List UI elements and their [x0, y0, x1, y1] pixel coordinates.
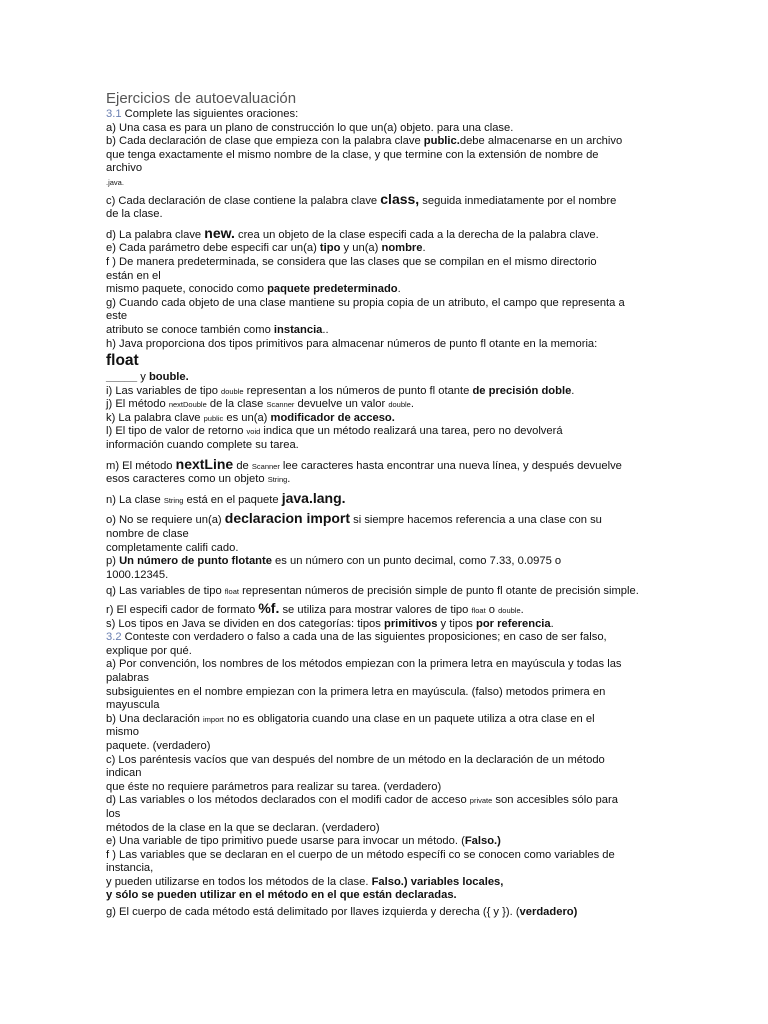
item-h-answer-1: float [106, 352, 139, 370]
section-text: Conteste con verdadero o falso a cada una de las siguientes proposiciones; en caso de ser falso, [121, 631, 607, 644]
section-3-2-line2: explique por qué. [106, 644, 192, 657]
text: q) Las variables de tipo [106, 585, 225, 598]
answer: modificador de acceso. [270, 411, 395, 424]
code: import [203, 714, 224, 724]
text: de la clase [206, 398, 267, 411]
item-m-line2 [106, 473, 666, 487]
tf-e [106, 835, 666, 849]
text: y tipos [437, 617, 477, 630]
item-o [106, 512, 666, 528]
code: nextDouble [168, 400, 207, 410]
document-page [106, 90, 666, 920]
item-c-line2: de la clase. [106, 208, 163, 221]
item-n [106, 489, 666, 508]
item-r [106, 602, 666, 618]
text: k) La palabra clave [106, 411, 204, 424]
text: e) Cada parámetro debe especifi car un(a) [106, 242, 320, 255]
code: float [224, 587, 239, 597]
answer: verdadero) [519, 906, 578, 919]
section-3-1-heading [106, 108, 666, 122]
item-c [106, 190, 666, 209]
code: float [471, 606, 486, 615]
item-o-line3: completamente califi cado. [106, 541, 239, 554]
answer: bouble. [148, 371, 189, 384]
item-a: a) Una casa es para un plano de construcción lo que un(a) objeto. para una clase. [106, 121, 514, 134]
item-s [106, 618, 666, 632]
section-number: 3.2 [106, 631, 122, 644]
text: no es obligatoria cuando una clase en un paquete utiliza a otra clase en el [223, 712, 595, 725]
text: l) El tipo de valor de retorno [106, 425, 247, 438]
tf-c-line3: que éste no requiere parámetros para realizar su tarea. (verdadero) [106, 780, 442, 793]
answer: por referencia [476, 617, 551, 630]
text: esos caracteres como un objeto [106, 473, 268, 486]
text: devuelve un valor [294, 398, 389, 411]
tf-f: f ) Las variables que se declaran en el cuerpo de un método específi co se conocen como variables de [106, 848, 615, 861]
item-d [106, 224, 666, 243]
section-text: Complete las siguientes oraciones: [124, 108, 299, 120]
item-g: g) Cuando cada objeto de una clase mantiene su propia copia de un atributo, el campo que representa a [106, 296, 625, 309]
text: d) Las variables o los métodos declarados con el modifi cador de acceso [106, 794, 470, 807]
text: crea un objeto de la clase especifi cada a la derecha de la palabra clave. [234, 228, 599, 241]
tf-f-line4: y sólo se pueden utilizar en el método en el que están declaradas. [106, 889, 457, 902]
text: . [571, 384, 575, 397]
answer: Falso.) variables locales, [371, 875, 504, 888]
answer: declaracion import [224, 510, 351, 527]
tf-b-line3: paquete. (verdadero) [106, 739, 211, 752]
item-m [106, 455, 666, 474]
item-h-line3 [106, 371, 666, 385]
blank: _____ [106, 371, 138, 384]
text: es un(a) [223, 411, 271, 424]
text: . [550, 617, 554, 630]
answer: public. [423, 135, 460, 148]
text: lee caracteres hasta encontrar una nueva línea, y después devuelve [279, 459, 622, 472]
item-p [106, 555, 666, 569]
tf-d [106, 794, 666, 808]
code: public [203, 413, 224, 423]
page-title: Ejercicios de autoevaluación [106, 90, 297, 107]
text: si siempre hacemos referencia a una clase con su [350, 514, 602, 527]
item-g-line2: este [106, 310, 128, 323]
text: seguida inmediatamente por el nombre [419, 194, 617, 207]
answer: de precisión doble [472, 384, 572, 397]
tf-c: c) Los paréntesis vacíos que van después del nombre de un método en la declaración de un método [106, 753, 605, 766]
item-f-line2: están en el [106, 269, 161, 282]
text: es un número con un punto decimal, como 7.33, 0.0975 o [271, 555, 562, 568]
answer: Un número de punto flotante [119, 555, 272, 568]
text: g) El cuerpo de cada método está delimitado por llaves izquierda y derecha ({ y }). ( [106, 906, 520, 919]
code: void [246, 427, 261, 437]
text: m) El método [106, 459, 176, 472]
text: e) Una variable de tipo primitivo puede usarse para invocar un método. ( [106, 835, 465, 848]
text: s) Los tipos en Java se dividen en dos categorías: tipos [106, 617, 384, 630]
answer: new. [204, 224, 235, 241]
text: c) Cada declaración de clase contiene la palabra clave [106, 194, 381, 207]
item-l [106, 425, 666, 439]
code: Scanner [251, 461, 280, 471]
answer: nextLine [175, 455, 234, 472]
text: son accesibles sólo para [492, 794, 618, 807]
section-number: 3.1 [106, 108, 122, 120]
code: String [163, 495, 184, 505]
item-f-line3 [106, 283, 666, 297]
text: r) El especifi cador de formato [106, 604, 259, 616]
tf-b [106, 713, 666, 727]
text: d) La palabra clave [106, 228, 205, 241]
code: double [388, 400, 411, 410]
answer: java.lang. [281, 489, 346, 506]
text: y [137, 371, 149, 384]
text: mismo paquete, conocido como [106, 283, 268, 296]
code: double [498, 606, 521, 615]
code: String [267, 475, 288, 485]
item-p-line2: 1000.12345. [106, 568, 169, 581]
text: j) El método [106, 398, 169, 411]
code: private [469, 796, 493, 806]
text: atributo se conoce también como [106, 323, 274, 336]
answer: paquete predeterminado [267, 283, 398, 296]
tf-g [106, 906, 666, 920]
text: b) Una declaración [106, 712, 204, 725]
text: n) La clase [106, 493, 164, 506]
text: representan a los números de punto fl otante [243, 384, 473, 397]
section-3-2-heading [106, 631, 666, 645]
item-k [106, 412, 666, 426]
text: i) Las variables de tipo [106, 384, 222, 397]
item-b [106, 135, 666, 149]
text: . [410, 398, 414, 411]
tf-f-line3 [106, 876, 666, 890]
text: se utiliza para mostrar valores de tipo [279, 604, 472, 616]
item-g-line3 [106, 324, 666, 338]
tf-a: a) Por convención, los nombres de los métodos empiezan con la primera letra en mayúscula y todas las [106, 658, 622, 671]
item-h: h) Java proporciona dos tipos primitivos para almacenar números de punto fl otante en la memoria: [106, 337, 598, 350]
text: o [485, 604, 499, 616]
item-b-line2: que tenga exactamente el mismo nombre de la clase, y que termine con la extensión de nombre de [106, 148, 599, 161]
tf-a-line3: subsiguientes en el nombre empiezan con la primera letra en mayúscula. (falso) metodos primera en [106, 685, 606, 698]
item-j [106, 398, 666, 412]
tf-f-line2: instancia, [106, 862, 154, 875]
tf-c-line2: indican [106, 767, 142, 780]
answer: %f. [258, 600, 280, 616]
answer: primitivos [383, 617, 438, 630]
item-b-line3: archivo [106, 162, 143, 175]
text: . [397, 283, 401, 296]
text: de [233, 459, 252, 472]
code: double [221, 386, 244, 396]
text: debe almacenarse en un archivo [459, 135, 623, 148]
item-b-line4: .java. [106, 177, 124, 187]
item-q [106, 585, 666, 599]
text: y pueden utilizarse en todos los métodos de la clase. [106, 875, 372, 888]
item-e [106, 242, 666, 256]
tf-d-line3: métodos de la clase en la que se declaran. (verdadero) [106, 821, 380, 834]
text: indica que un método realizará una tarea, pero no devolverá [260, 425, 563, 438]
tf-a-line4: mayuscula [106, 699, 160, 712]
item-f: f ) De manera predeterminada, se considera que las clases que se compilan en el mismo directorio [106, 255, 597, 268]
answer: Falso.) [464, 835, 501, 848]
tf-d-line2: los [106, 807, 121, 820]
text: p) [106, 555, 120, 568]
tf-a-line2: palabras [106, 671, 149, 684]
code: Scanner [266, 400, 295, 410]
text: . [287, 473, 291, 486]
text: . [520, 604, 524, 616]
answer: tipo [319, 242, 341, 255]
item-o-line2: nombre de clase [106, 528, 189, 541]
tf-b-line2: mismo [106, 726, 139, 739]
text: . [422, 242, 426, 255]
text: o) No se requiere un(a) [106, 514, 225, 527]
text: y un(a) [340, 242, 382, 255]
text: representan números de precisión simple de punto fl otante de precisión simple. [238, 585, 639, 598]
text: .. [322, 323, 329, 336]
answer: nombre [381, 242, 423, 255]
text: está en el paquete [183, 493, 282, 506]
item-i [106, 385, 666, 399]
answer: instancia [273, 323, 323, 336]
answer: class, [380, 190, 420, 207]
item-l-line2: información cuando complete su tarea. [106, 439, 299, 452]
text: b) Cada declaración de clase que empieza con la palabra clave [106, 135, 424, 148]
